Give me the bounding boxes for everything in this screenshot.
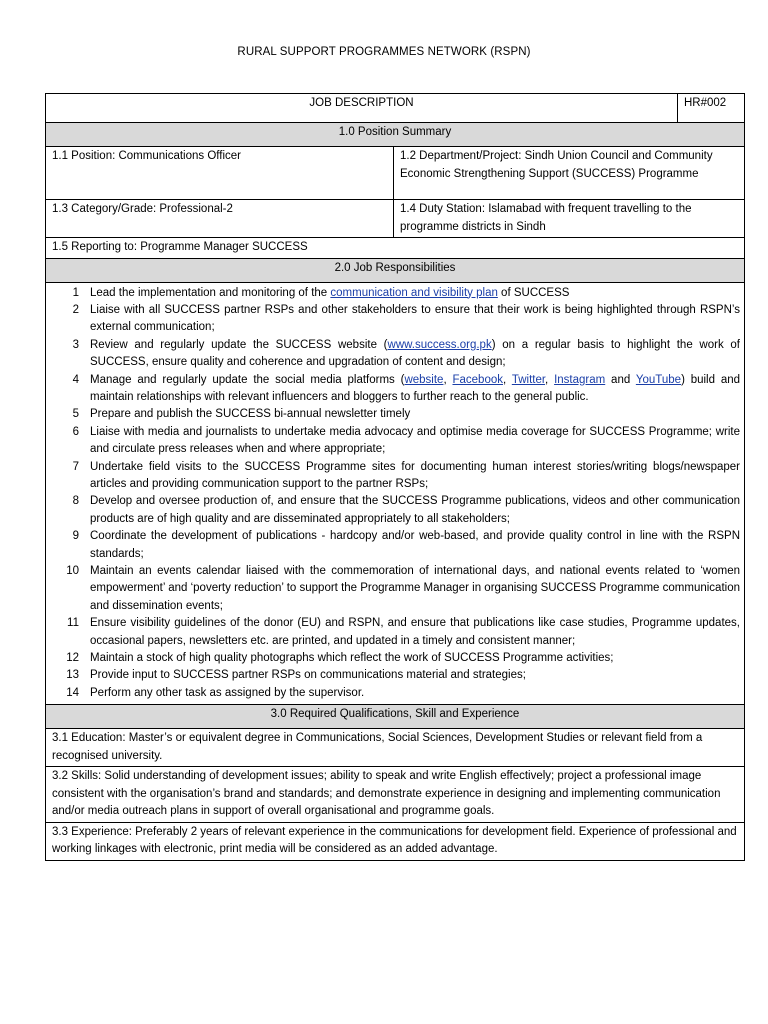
- list-item: 7 Undertake field visits to the SUCCESS Programme sites for documenting human interest stories/writing blogs/newspaper articles and providing communication support to the partner RSPs;: [72, 460, 740, 490]
- website-link[interactable]: website: [404, 373, 444, 386]
- reporting-field: 1.5 Reporting to: Programme Manager SUCCESS: [46, 238, 745, 259]
- job-description-heading: JOB DESCRIPTION: [46, 94, 678, 123]
- skills-field: 3.2 Skills: Solid understanding of development issues; ability to speak and write English effectively; project a professional image consistent with the organisation’s brand and standards; and demonstrate experience in designing and implementing communication and/or media outreach plans in support of overall organisational and programme goals.: [46, 767, 745, 823]
- list-item: 14 Perform any other task as assigned by the supervisor.: [66, 686, 365, 699]
- section-3-heading: 3.0 Required Qualifications, Skill and Experience: [46, 705, 745, 729]
- success-website-link[interactable]: www.success.org.pk: [387, 338, 492, 351]
- facebook-link[interactable]: Facebook: [452, 373, 503, 386]
- instagram-link[interactable]: Instagram: [554, 373, 606, 386]
- responsibilities-cell: [46, 282, 745, 705]
- list-item: 4 Manage and regularly update the social media platforms (website, Facebook, Twitter, Instagram and YouTube) build and maintain relationships with relevant influencers and bloggers to further reach to the general public.: [72, 373, 741, 403]
- document-title: RURAL SUPPORT PROGRAMMES NETWORK (RSPN): [237, 46, 531, 58]
- responsibilities-list: [50, 285, 740, 703]
- education-field: 3.1 Education: Master’s or equivalent degree in Communications, Social Sciences, Development Studies or relevant field from a recognised university.: [46, 729, 745, 767]
- list-item: 13 Provide input to SUCCESS partner RSPs on communications material and strategies;: [66, 669, 526, 682]
- document-code: HR#002: [678, 94, 745, 123]
- duty-station-field: 1.4 Duty Station: Islamabad with frequent travelling to the programme districts in Sindh: [394, 200, 745, 238]
- section-2-heading: 2.0 Job Responsibilities: [46, 258, 745, 282]
- list-item: 9 Coordinate the development of publications - hardcopy and/or web-based, and provide quality control in line with the RSPN standards;: [72, 530, 740, 560]
- communication-plan-link[interactable]: communication and visibility plan: [330, 286, 498, 299]
- youtube-link[interactable]: YouTube: [635, 373, 682, 386]
- twitter-link[interactable]: Twitter: [511, 373, 546, 386]
- job-description-table: [45, 93, 745, 861]
- list-item: 6 Liaise with media and journalists to undertake media advocacy and optimise media coverage for SUCCESS Programme; write and circulate press releases when and where appropriate;: [72, 425, 740, 456]
- list-item: 11 Ensure visibility guidelines of the donor (EU) and RSPN, and ensure that publications like case studies, Programme updates, occasional papers, newsletters etc. are printed, and updated in a timely and consistent manner;: [67, 617, 740, 647]
- department-field: 1.2 Department/Project: Sindh Union Council and Community Economic Strengthening Support (SUCCESS) Programme: [394, 147, 745, 200]
- category-field: 1.3 Category/Grade: Professional-2: [46, 200, 394, 238]
- list-item: 12 Maintain a stock of high quality photographs which reflect the work of SUCCESS Programme activities;: [66, 652, 614, 665]
- experience-field: 3.3 Experience: Preferably 2 years of relevant experience in the communications for development field. Experience of professional and working linkages with electronic, print media will be considered as an added advantage.: [46, 822, 745, 860]
- position-field: 1.1 Position: Communications Officer: [46, 147, 394, 200]
- section-1-heading: 1.0 Position Summary: [46, 123, 745, 147]
- list-item: 5 Prepare and publish the SUCCESS bi-annual newsletter timely: [72, 408, 411, 421]
- list-item: 2 Liaise with all SUCCESS partner RSPs and other stakeholders to ensure that their work is being highlighted through RSPN’s external communication;: [72, 303, 740, 334]
- list-item: 10 Maintain an events calendar liaised with the commemoration of international days, and national events related to ‘women empowerment’ and ‘poverty reduction’ to support the Programme Manager in organising SUCCESS Programme communication and dissemination events;: [66, 565, 740, 612]
- list-item: 8 Develop and oversee production of, and ensure that the SUCCESS Programme publications, videos and other communication products are of high quality and are disseminated appropriately to all stakeholders;: [72, 495, 740, 525]
- list-item: 1 Lead the implementation and monitoring of the communication and visibility plan of SUCCESS: [72, 286, 570, 299]
- list-item: 3 Review and regularly update the SUCCESS website (www.success.org.pk) on a regular basis to highlight the work of SUCCESS, ensure quality and coherence and upgradation of content and design;: [72, 338, 740, 369]
